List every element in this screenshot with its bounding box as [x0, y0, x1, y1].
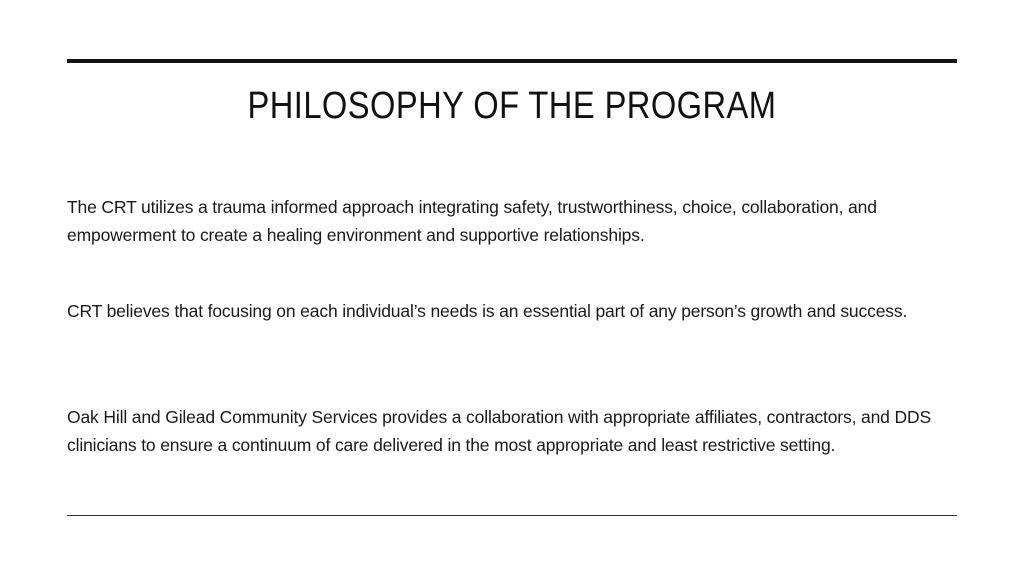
- paragraph-collaboration: Oak Hill and Gilead Community Services provides a collaboration with appropriate affiliates, contractors, and DDS clinicians to ensure a continuum of care delivered in the most appropriate and least restrictive setting.: [67, 407, 931, 455]
- paragraph-approach: The CRT utilizes a trauma informed approach integrating safety, trustworthiness, choice, collaboration, and empowerment to create a healing environment and supportive relationships.: [67, 197, 877, 245]
- slide-title: PHILOSOPHY OF THE PROGRAM: [247, 85, 777, 127]
- footer-divider: [67, 515, 957, 516]
- paragraph-individual-needs: CRT believes that focusing on each individual’s needs is an essential part of any person’s growth and success.: [67, 301, 908, 321]
- title-divider-top: [67, 59, 957, 63]
